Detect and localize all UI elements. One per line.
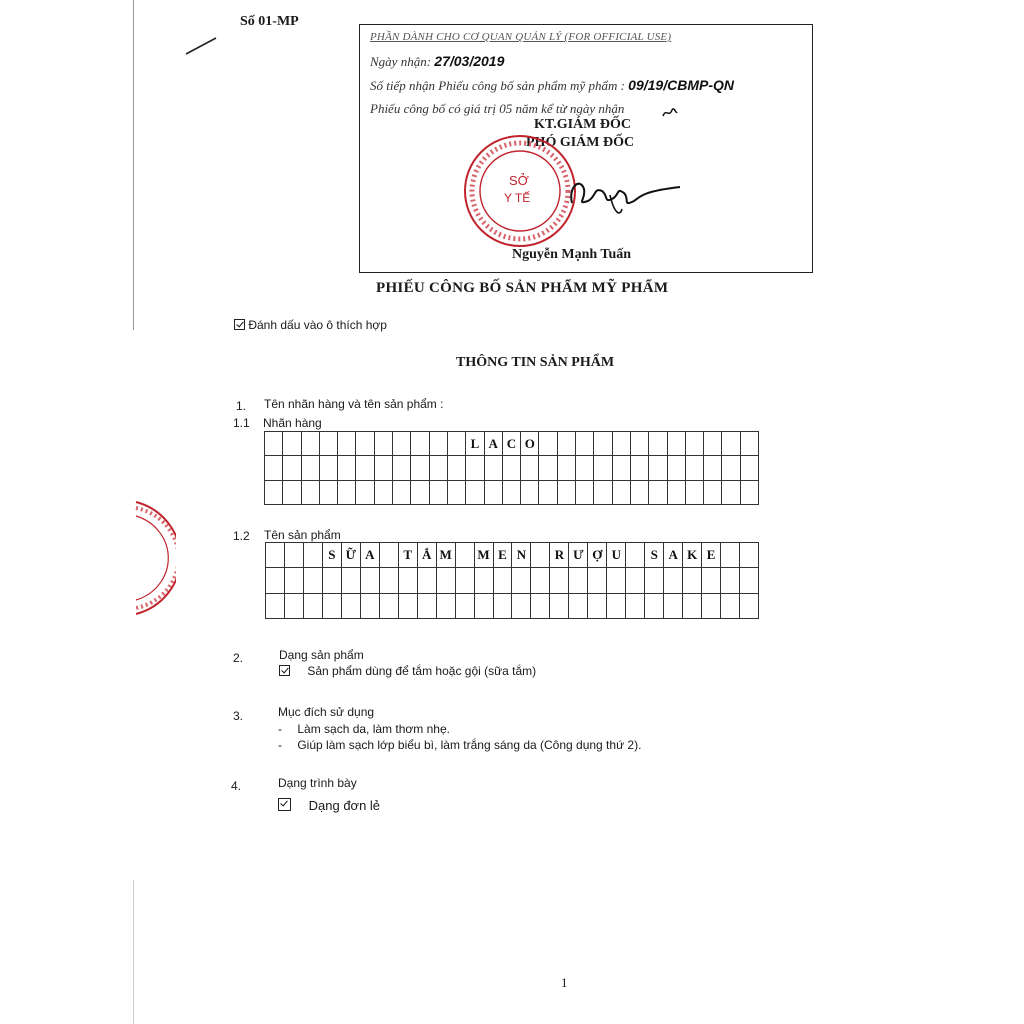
bullet-dash: -	[278, 738, 282, 752]
product-grid-cell	[664, 568, 683, 593]
product-grid-cell	[512, 568, 531, 593]
product-grid-cell	[702, 594, 721, 619]
product-grid-cell: A	[361, 543, 380, 568]
product-grid-cell	[266, 594, 285, 619]
brand-grid-cell	[741, 432, 759, 456]
item4-label: Dạng trình bày	[278, 776, 357, 790]
product-grid-cell: A	[664, 543, 683, 568]
product-grid-cell	[342, 594, 361, 619]
date-received-value: 27/03/2019	[434, 53, 505, 69]
product-grid-cell	[531, 568, 550, 593]
brand-grid-cell	[741, 456, 759, 480]
brand-grid-cell	[722, 432, 740, 456]
brand-grid-cell	[485, 456, 503, 480]
product-grid-cell	[380, 568, 399, 593]
brand-name-grid	[264, 431, 759, 505]
product-grid-cell	[740, 594, 759, 619]
product-grid-cell	[721, 568, 740, 593]
product-grid-cell	[437, 594, 456, 619]
brand-grid-cell	[503, 456, 521, 480]
product-grid-cell	[361, 594, 380, 619]
brand-grid-cell	[613, 432, 631, 456]
product-grid-cell	[304, 543, 323, 568]
brand-grid-cell	[430, 481, 448, 505]
brand-grid-cell	[686, 456, 704, 480]
brand-grid-cell	[576, 481, 594, 505]
brand-grid-cell	[649, 456, 667, 480]
item12-label: Tên sản phẩm	[264, 528, 341, 542]
product-grid-cell	[494, 568, 513, 593]
checked-checkbox-icon	[279, 665, 290, 676]
product-grid-cell	[475, 594, 494, 619]
brand-grid-cell	[539, 432, 557, 456]
brand-grid-cell	[668, 456, 686, 480]
item2-label: Dạng sản phẩm	[279, 648, 364, 662]
brand-grid-cell	[302, 456, 320, 480]
brand-grid-cell: C	[503, 432, 521, 456]
check-note-row	[234, 318, 387, 332]
product-grid-cell: M	[475, 543, 494, 568]
item4-number: 4.	[231, 779, 242, 793]
product-name-grid	[265, 542, 759, 619]
brand-grid-cell	[356, 456, 374, 480]
brand-grid-cell	[594, 456, 612, 480]
product-grid-cell	[380, 594, 399, 619]
date-received-label: Ngày nhận:	[370, 54, 432, 69]
brand-grid-cell	[393, 432, 411, 456]
product-grid-cell: M	[437, 543, 456, 568]
official-use-box	[359, 24, 813, 273]
brand-grid-cell	[668, 432, 686, 456]
brand-grid-cell	[338, 481, 356, 505]
product-grid-cell	[683, 594, 702, 619]
product-grid-cell	[475, 568, 494, 593]
product-grid-cell	[531, 594, 550, 619]
presentation-option	[278, 798, 380, 813]
item1-number: 1.	[236, 399, 247, 413]
brand-grid-cell	[649, 432, 667, 456]
brand-grid-cell	[576, 432, 594, 456]
purpose-text-2: Giúp làm sạch lớp biểu bì, làm trắng sáng da (Công dụng thứ 2).	[297, 738, 642, 752]
initial-mark	[660, 104, 680, 122]
product-grid-cell	[626, 594, 645, 619]
brand-grid-cell	[631, 456, 649, 480]
brand-grid-cell	[356, 432, 374, 456]
product-grid-cell	[569, 568, 588, 593]
product-grid-cell: Ợ	[588, 543, 607, 568]
brand-grid-cell	[722, 456, 740, 480]
product-grid-cell	[588, 568, 607, 593]
form-number: Số 01-MP	[240, 14, 299, 29]
brand-grid-cell	[411, 456, 429, 480]
brand-grid-cell	[594, 432, 612, 456]
brand-grid-cell	[613, 481, 631, 505]
brand-grid-cell	[613, 456, 631, 480]
brand-grid-cell	[265, 481, 283, 505]
brand-grid-cell	[448, 456, 466, 480]
item3-number: 3.	[233, 709, 244, 723]
product-grid-cell	[721, 594, 740, 619]
product-grid-cell	[645, 568, 664, 593]
product-grid-cell	[588, 594, 607, 619]
product-grid-cell	[323, 594, 342, 619]
receipt-number-label: Số tiếp nhận Phiếu công bố sản phẩm mỹ phẩm :	[370, 78, 625, 93]
brand-grid-cell	[485, 481, 503, 505]
product-grid-cell	[304, 594, 323, 619]
brand-grid-cell	[704, 432, 722, 456]
brand-grid-cell	[576, 456, 594, 480]
brand-grid-cell	[430, 456, 448, 480]
product-grid-cell: N	[512, 543, 531, 568]
brand-grid-cell	[521, 456, 539, 480]
date-received-row	[370, 53, 504, 70]
brand-grid-cell	[411, 432, 429, 456]
signature	[550, 165, 700, 225]
product-grid-cell	[456, 568, 475, 593]
brand-grid-cell	[283, 481, 301, 505]
brand-grid-cell	[466, 456, 484, 480]
brand-grid-cell	[704, 481, 722, 505]
purpose-bullet-2	[278, 738, 641, 752]
brand-grid-cell	[539, 481, 557, 505]
brand-grid-cell	[722, 481, 740, 505]
product-grid-cell: U	[607, 543, 626, 568]
page-number: 1	[561, 975, 568, 990]
product-grid-cell	[550, 594, 569, 619]
brand-grid-cell	[466, 481, 484, 505]
brand-grid-cell	[558, 432, 576, 456]
product-grid-cell: S	[645, 543, 664, 568]
product-grid-cell	[266, 568, 285, 593]
signer-title-1: KT.GIÁM ĐỐC	[534, 117, 631, 132]
product-form-option-label: Sản phẩm dùng để tắm hoặc gội (sữa tắm)	[307, 664, 537, 678]
brand-grid-cell	[686, 481, 704, 505]
brand-grid-cell: A	[485, 432, 503, 456]
product-grid-cell	[285, 568, 304, 593]
brand-grid-cell	[302, 481, 320, 505]
item11-label: Nhãn hàng	[263, 416, 322, 430]
pen-mark	[182, 30, 222, 60]
product-grid-cell	[380, 543, 399, 568]
product-grid-cell	[740, 543, 759, 568]
brand-grid-cell	[265, 432, 283, 456]
product-grid-cell	[437, 568, 456, 593]
product-grid-cell	[266, 543, 285, 568]
product-grid-cell	[418, 568, 437, 593]
check-note: Đánh dấu vào ô thích hợp	[248, 318, 387, 332]
product-grid-cell	[512, 594, 531, 619]
brand-grid-cell	[393, 456, 411, 480]
brand-grid-cell	[686, 432, 704, 456]
brand-grid-cell	[320, 432, 338, 456]
product-grid-cell	[342, 568, 361, 593]
product-grid-cell	[531, 543, 550, 568]
section-title: THÔNG TIN SẢN PHẨM	[456, 355, 615, 370]
item12-number: 1.2	[233, 529, 250, 543]
product-grid-cell: R	[550, 543, 569, 568]
brand-grid-cell	[393, 481, 411, 505]
binder-margin-line-lower	[133, 880, 134, 1024]
product-grid-cell	[740, 568, 759, 593]
product-grid-cell	[494, 594, 513, 619]
brand-grid-cell	[649, 481, 667, 505]
brand-grid-cell	[430, 432, 448, 456]
brand-grid-cell	[338, 456, 356, 480]
item3-label: Mục đích sử dụng	[278, 705, 375, 719]
purpose-text-1: Làm sạch da, làm thơm nhẹ.	[297, 722, 450, 736]
brand-grid-cell: O	[521, 432, 539, 456]
item2-number: 2.	[233, 651, 244, 665]
brand-grid-cell	[375, 432, 393, 456]
brand-grid-cell	[283, 456, 301, 480]
item1-label: Tên nhãn hàng và tên sản phẩm :	[264, 397, 444, 411]
product-grid-cell	[645, 594, 664, 619]
product-grid-cell	[285, 543, 304, 568]
product-grid-cell	[683, 568, 702, 593]
brand-grid-cell	[265, 456, 283, 480]
item11-number: 1.1	[233, 416, 250, 430]
brand-grid-cell	[448, 432, 466, 456]
brand-grid-cell	[631, 432, 649, 456]
product-grid-cell	[456, 543, 475, 568]
brand-grid-cell	[741, 481, 759, 505]
bullet-dash: -	[278, 722, 282, 736]
brand-grid-cell	[558, 481, 576, 505]
signer-title-2: PHÓ GIÁM ĐỐC	[526, 135, 635, 150]
brand-grid-cell	[631, 481, 649, 505]
brand-grid-cell: L	[466, 432, 484, 456]
product-grid-cell	[607, 594, 626, 619]
product-grid-cell: K	[683, 543, 702, 568]
brand-grid-cell	[448, 481, 466, 505]
product-grid-cell: Ắ	[418, 543, 437, 568]
product-grid-cell: S	[323, 543, 342, 568]
checked-checkbox-icon	[278, 798, 291, 811]
product-grid-cell	[399, 594, 418, 619]
product-grid-cell	[285, 594, 304, 619]
product-grid-cell	[569, 594, 588, 619]
product-form-option	[279, 664, 536, 678]
product-grid-cell: T	[399, 543, 418, 568]
brand-grid-cell	[375, 481, 393, 505]
product-grid-cell: Ữ	[342, 543, 361, 568]
product-grid-cell	[361, 568, 380, 593]
product-grid-cell	[626, 543, 645, 568]
brand-grid-cell	[521, 481, 539, 505]
product-grid-cell	[304, 568, 323, 593]
presentation-option-label: Dạng đơn lẻ	[308, 798, 381, 813]
brand-grid-cell	[594, 481, 612, 505]
document-title: PHIẾU CÔNG BỐ SẢN PHẨM MỸ PHẨM	[376, 280, 669, 296]
product-grid-cell	[702, 568, 721, 593]
signer-name: Nguyễn Mạnh Tuấn	[512, 247, 632, 262]
validity-note: Phiếu công bố có giá trị 05 năm kể từ ngày nhận	[370, 101, 625, 116]
brand-grid-cell	[283, 432, 301, 456]
brand-grid-cell	[539, 456, 557, 480]
product-grid-cell	[418, 594, 437, 619]
brand-grid-cell	[704, 456, 722, 480]
brand-grid-cell	[320, 456, 338, 480]
product-grid-cell	[721, 543, 740, 568]
brand-grid-cell	[320, 481, 338, 505]
brand-grid-cell	[668, 481, 686, 505]
receipt-number-value: 09/19/CBMP-QN	[628, 77, 734, 93]
brand-grid-cell	[375, 456, 393, 480]
official-header: PHẦN DÀNH CHO CƠ QUAN QUẢN LÝ (FOR OFFICIAL USE)	[370, 31, 672, 43]
binder-margin-line	[133, 0, 134, 330]
product-grid-cell	[323, 568, 342, 593]
brand-grid-cell	[338, 432, 356, 456]
brand-grid-cell	[411, 481, 429, 505]
product-grid-cell: E	[494, 543, 513, 568]
checked-checkbox-icon	[234, 319, 245, 330]
product-grid-cell	[664, 594, 683, 619]
product-grid-cell: Ư	[569, 543, 588, 568]
product-grid-cell	[399, 568, 418, 593]
brand-grid-cell	[302, 432, 320, 456]
stamp-text-2: Y TẾ	[504, 191, 531, 205]
product-grid-cell: E	[702, 543, 721, 568]
product-grid-cell	[626, 568, 645, 593]
purpose-bullet-1	[278, 722, 450, 736]
brand-grid-cell	[558, 456, 576, 480]
receipt-number-row	[370, 77, 734, 94]
brand-grid-cell	[503, 481, 521, 505]
product-grid-cell	[607, 568, 626, 593]
stamp-text-1: SỞ	[509, 173, 529, 188]
product-grid-cell	[456, 594, 475, 619]
partial-stamp-left	[96, 498, 176, 618]
product-grid-cell	[550, 568, 569, 593]
brand-grid-cell	[356, 481, 374, 505]
